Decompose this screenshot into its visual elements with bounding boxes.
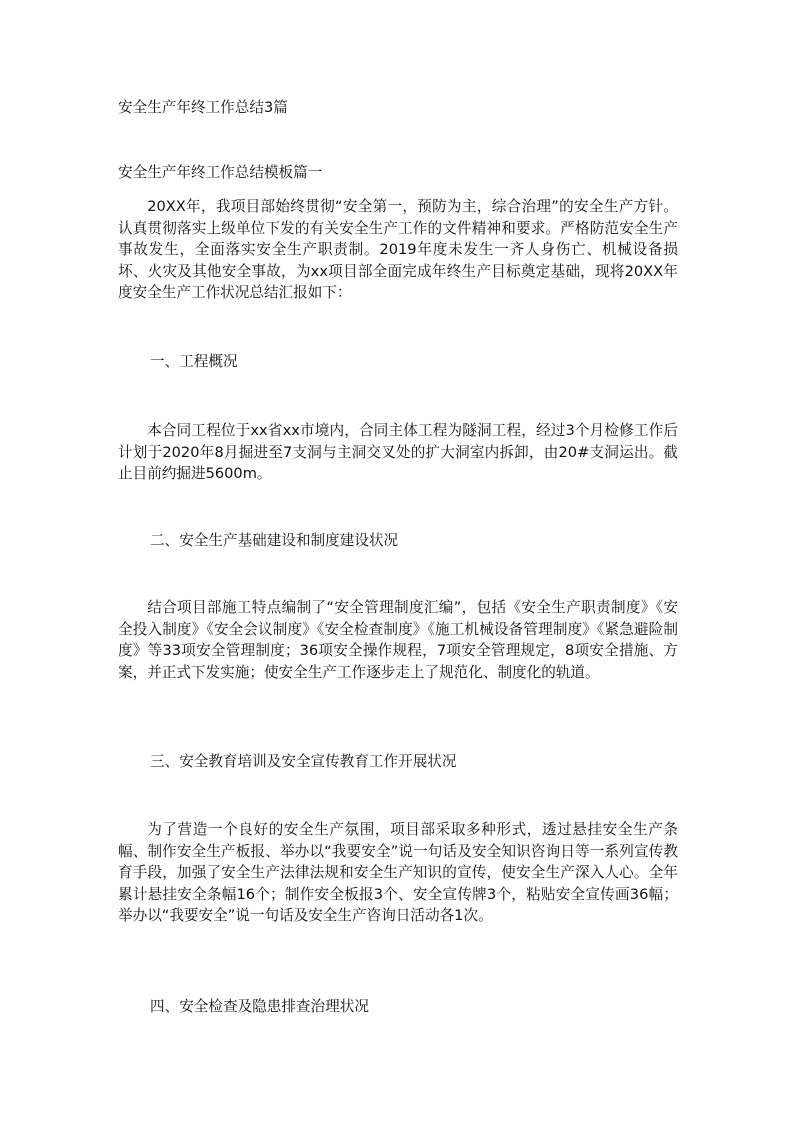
section-heading-3: 三、安全教育培训及安全宣传教育工作开展状况: [150, 753, 457, 770]
intro-paragraph: [118, 196, 678, 304]
section-body-2: [118, 597, 678, 683]
section-text-2: 结合项目部施工特点编制了“安全管理制度汇编”，包括《安全生产职责制度》《安全投入制度》《安全会议制度》《安全检查制度》《施工机械设备管理制度》《紧急避险制度》等33项安全管理制度；36项安全操作规程，7项安全管理规定，8项安全措施、方案，并正式下发实施；使安全生产工作逐步走上了规范化、制度化的轨道。: [118, 599, 678, 681]
section-heading-1: 一、工程概况: [150, 353, 238, 370]
section-text-3: 为了营造一个良好的安全生产氛围，项目部采取多种形式，透过悬挂安全生产条幅、制作安全生产板报、举办以“我要安全”说一句话及安全知识咨询日等一系列宣传教育手段，加强了安全生产法律法规和安全生产知识的宣传，使安全生产深入人心。全年累计悬挂安全条幅16个；制作安全板报3个、安全宣传牌3个，粘贴安全宣传画36幅；举办以“我要安全”说一句话及安全生产咨询日活动各1次。: [118, 821, 678, 924]
section-heading-2: 二、安全生产基础建设和制度建设状况: [150, 532, 399, 549]
document-subtitle: 安全生产年终工作总结模板篇一: [118, 164, 323, 181]
section-body-3: [118, 819, 678, 927]
section-text-1: 本合同工程位于xx省xx市境内，合同主体工程为隧洞工程，经过3个月检修工作后计划于2020年8月掘进至7支洞与主洞交叉处的扩大洞室内拆卸，由20#支洞运出。截止目前约掘进5600m。: [118, 422, 678, 482]
section-heading-4: 四、安全检查及隐患排查治理状况: [150, 998, 369, 1015]
section-body-1: [118, 420, 678, 485]
intro-text: 20XX年，我项目部始终贯彻“安全第一，预防为主，综合治理”的安全生产方针。认真贯彻落实上级单位下发的有关安全生产工作的文件精神和要求。严格防范安全生产事故发生，全面落实安全生产职责制。2019年度未发生一齐人身伤亡、机械设备损坏、火灾及其他安全事故，为xx项目部全面完成年终生产目标奠定基础，现将20XX年度安全生产工作状况总结汇报如下：: [118, 198, 678, 301]
document-title: 安全生产年终工作总结3篇: [118, 99, 288, 116]
